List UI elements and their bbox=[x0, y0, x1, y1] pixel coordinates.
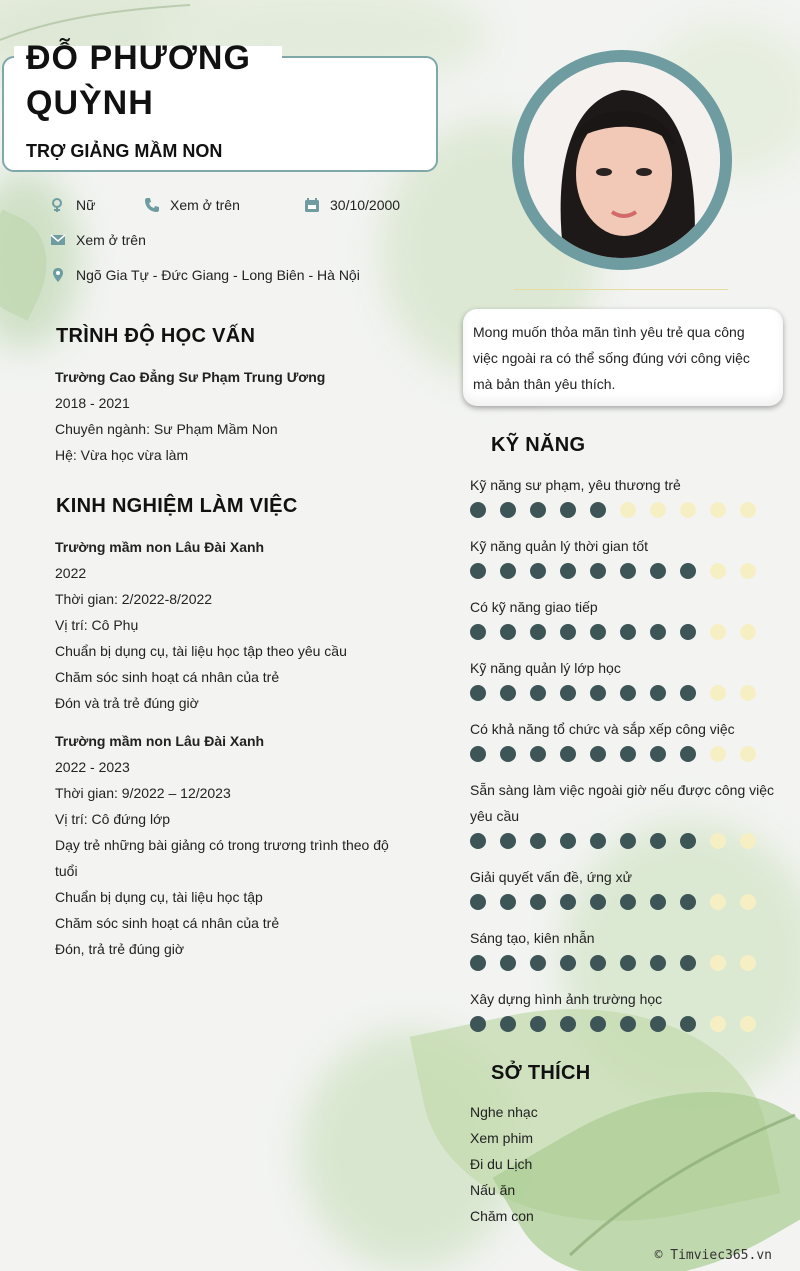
rating-dot-filled bbox=[470, 955, 486, 971]
skill-item bbox=[470, 594, 780, 640]
rating-dot-filled bbox=[650, 833, 666, 849]
education-mode: Hệ: Vừa học vừa làm bbox=[55, 447, 189, 463]
rating-dot-empty bbox=[620, 502, 636, 518]
rating-dot-filled bbox=[530, 833, 546, 849]
birthday-info bbox=[304, 197, 400, 213]
experience-content bbox=[55, 534, 400, 962]
rating-dot-empty bbox=[740, 685, 756, 701]
avatar bbox=[524, 62, 720, 258]
skill-name: Xây dựng hình ảnh trường học bbox=[470, 991, 663, 1007]
skill-rating bbox=[470, 894, 780, 910]
rating-dot-filled bbox=[560, 624, 576, 640]
rating-dot-filled bbox=[650, 746, 666, 762]
hobbies-list bbox=[470, 1099, 538, 1229]
rating-dot-filled bbox=[530, 1016, 546, 1032]
rating-dot-filled bbox=[470, 833, 486, 849]
job-duty: Đón, trả trẻ đúng giờ bbox=[55, 941, 185, 957]
skill-item bbox=[470, 472, 780, 518]
skill-name: Có khả năng tổ chức và sắp xếp công việc bbox=[470, 721, 735, 737]
rating-dot-filled bbox=[560, 563, 576, 579]
job-duty: Đón và trả trẻ đúng giờ bbox=[55, 695, 199, 711]
rating-dot-filled bbox=[680, 563, 696, 579]
rating-dot-filled bbox=[590, 833, 606, 849]
rating-dot-empty bbox=[710, 624, 726, 640]
hobby-item: Đi du Lịch bbox=[470, 1156, 533, 1172]
hobby-item: Nghe nhạc bbox=[470, 1104, 538, 1120]
rating-dot-filled bbox=[680, 955, 696, 971]
skill-item bbox=[470, 925, 780, 971]
job-company: Trường mầm non Lâu Đài Xanh bbox=[55, 733, 265, 749]
rating-dot-filled bbox=[680, 624, 696, 640]
skill-rating bbox=[470, 624, 780, 640]
rating-dot-empty bbox=[740, 833, 756, 849]
rating-dot-filled bbox=[500, 624, 516, 640]
skill-name: Giải quyết vấn đề, ứng xử bbox=[470, 869, 632, 885]
rating-dot-empty bbox=[710, 563, 726, 579]
email-info bbox=[50, 232, 146, 248]
rating-dot-filled bbox=[680, 894, 696, 910]
rating-dot-empty bbox=[710, 685, 726, 701]
rating-dot-filled bbox=[650, 955, 666, 971]
rating-dot-empty bbox=[740, 563, 756, 579]
hobby-item: Nấu ăn bbox=[470, 1182, 516, 1198]
rating-dot-filled bbox=[560, 746, 576, 762]
address-value: Ngõ Gia Tự - Đức Giang - Long Biên - Hà Nội bbox=[76, 267, 360, 283]
gender-icon bbox=[50, 197, 66, 213]
rating-dot-filled bbox=[620, 746, 636, 762]
job-duty: Dạy trẻ những bài giảng có trong trương trình theo độ tuổi bbox=[55, 837, 389, 879]
skills-title: KỸ NĂNG bbox=[491, 434, 586, 456]
rating-dot-filled bbox=[620, 833, 636, 849]
rating-dot-filled bbox=[530, 894, 546, 910]
rating-dot-filled bbox=[590, 685, 606, 701]
skill-name: Kỹ năng sư phạm, yêu thương trẻ bbox=[470, 477, 681, 493]
rating-dot-filled bbox=[680, 833, 696, 849]
rating-dot-empty bbox=[710, 746, 726, 762]
rating-dot-filled bbox=[650, 624, 666, 640]
phone-value: Xem ở trên bbox=[170, 197, 240, 213]
rating-dot-filled bbox=[680, 1016, 696, 1032]
skill-rating bbox=[470, 1016, 780, 1032]
rating-dot-filled bbox=[620, 685, 636, 701]
rating-dot-empty bbox=[740, 502, 756, 518]
education-title: TRÌNH ĐỘ HỌC VẤN bbox=[56, 325, 256, 347]
rating-dot-filled bbox=[560, 894, 576, 910]
job-position: Vị trí: Cô Phụ bbox=[55, 617, 139, 633]
rating-dot-filled bbox=[530, 502, 546, 518]
skill-name: Có kỹ năng giao tiếp bbox=[470, 599, 598, 615]
rating-dot-filled bbox=[560, 833, 576, 849]
rating-dot-filled bbox=[470, 746, 486, 762]
job-year: 2022 - 2023 bbox=[55, 759, 130, 775]
education-content bbox=[55, 364, 435, 468]
career-objective: Mong muốn thỏa mãn tình yêu trẻ qua công việc ngoài ra có thể sống đúng với công việc mà bản thân yêu thích. bbox=[463, 309, 783, 406]
rating-dot-filled bbox=[500, 1016, 516, 1032]
skill-rating bbox=[470, 685, 780, 701]
rating-dot-filled bbox=[650, 563, 666, 579]
avatar-ring bbox=[512, 50, 732, 270]
job-title: TRỢ GIẢNG MẦM NON bbox=[26, 141, 223, 161]
rating-dot-empty bbox=[710, 955, 726, 971]
rating-dot-filled bbox=[620, 563, 636, 579]
job-year: 2022 bbox=[55, 565, 87, 581]
job-company: Trường mầm non Lâu Đài Xanh bbox=[55, 539, 265, 555]
rating-dot-filled bbox=[560, 1016, 576, 1032]
mail-icon bbox=[50, 232, 66, 248]
rating-dot-filled bbox=[500, 685, 516, 701]
phone-info bbox=[144, 197, 240, 213]
skill-item bbox=[470, 777, 780, 849]
phone-icon bbox=[144, 197, 160, 213]
rating-dot-filled bbox=[500, 563, 516, 579]
hobbies-title: SỞ THÍCH bbox=[491, 1062, 591, 1084]
job-period: Thời gian: 2/2022-8/2022 bbox=[55, 591, 213, 607]
skill-item bbox=[470, 864, 780, 910]
rating-dot-filled bbox=[470, 894, 486, 910]
experience-title: KINH NGHIỆM LÀM VIỆC bbox=[56, 495, 298, 517]
email-value: Xem ở trên bbox=[76, 232, 146, 248]
skill-item bbox=[470, 716, 780, 762]
rating-dot-filled bbox=[620, 1016, 636, 1032]
rating-dot-filled bbox=[470, 563, 486, 579]
education-school: Trường Cao Đẳng Sư Phạm Trung Ương bbox=[55, 369, 326, 385]
rating-dot-filled bbox=[560, 955, 576, 971]
job-duty: Chăm sóc sinh hoạt cá nhân của trẻ bbox=[55, 669, 280, 685]
candidate-name: ĐỖ PHƯƠNG QUỲNH bbox=[26, 39, 251, 122]
rating-dot-empty bbox=[650, 502, 666, 518]
birthday-value: 30/10/2000 bbox=[330, 197, 401, 213]
rating-dot-filled bbox=[500, 955, 516, 971]
job-duty: Chuẩn bị dụng cụ, tài liệu học tập bbox=[55, 889, 263, 905]
skills-list bbox=[470, 472, 780, 1047]
rating-dot-filled bbox=[530, 746, 546, 762]
skill-item bbox=[470, 655, 780, 701]
skill-rating bbox=[470, 563, 780, 579]
education-major: Chuyên ngành: Sư Phạm Mầm Non bbox=[55, 421, 278, 437]
rating-dot-filled bbox=[620, 624, 636, 640]
skill-rating bbox=[470, 502, 780, 518]
rating-dot-filled bbox=[530, 955, 546, 971]
rating-dot-filled bbox=[590, 563, 606, 579]
rating-dot-filled bbox=[590, 624, 606, 640]
skill-item bbox=[470, 533, 780, 579]
rating-dot-filled bbox=[680, 746, 696, 762]
rating-dot-empty bbox=[740, 1016, 756, 1032]
rating-dot-empty bbox=[710, 1016, 726, 1032]
skill-item bbox=[470, 986, 780, 1032]
rating-dot-empty bbox=[740, 894, 756, 910]
rating-dot-empty bbox=[710, 833, 726, 849]
footer-watermark: © Timviec365.vn bbox=[654, 1248, 772, 1263]
skill-rating bbox=[470, 746, 780, 762]
rating-dot-empty bbox=[710, 894, 726, 910]
address-info bbox=[50, 267, 360, 283]
rating-dot-empty bbox=[710, 502, 726, 518]
rating-dot-filled bbox=[590, 894, 606, 910]
divider bbox=[514, 289, 728, 290]
rating-dot-filled bbox=[500, 833, 516, 849]
rating-dot-empty bbox=[680, 502, 696, 518]
rating-dot-filled bbox=[500, 746, 516, 762]
rating-dot-filled bbox=[680, 685, 696, 701]
hobby-item: Xem phim bbox=[470, 1130, 534, 1146]
calendar-icon bbox=[304, 197, 320, 213]
rating-dot-filled bbox=[650, 894, 666, 910]
skill-name: Kỹ năng quản lý lớp học bbox=[470, 660, 621, 676]
skill-name: Kỹ năng quản lý thời gian tốt bbox=[470, 538, 649, 554]
rating-dot-filled bbox=[650, 1016, 666, 1032]
skill-rating bbox=[470, 833, 780, 849]
location-pin-icon bbox=[50, 267, 66, 283]
rating-dot-filled bbox=[560, 685, 576, 701]
rating-dot-empty bbox=[740, 746, 756, 762]
rating-dot-filled bbox=[470, 624, 486, 640]
rating-dot-filled bbox=[470, 502, 486, 518]
rating-dot-filled bbox=[620, 894, 636, 910]
rating-dot-filled bbox=[590, 502, 606, 518]
rating-dot-filled bbox=[590, 1016, 606, 1032]
job-period: Thời gian: 9/2022 – 12/2023 bbox=[55, 785, 231, 801]
rating-dot-filled bbox=[560, 502, 576, 518]
skill-name: Sáng tạo, kiên nhẫn bbox=[470, 930, 595, 946]
rating-dot-filled bbox=[500, 502, 516, 518]
rating-dot-filled bbox=[650, 685, 666, 701]
rating-dot-filled bbox=[500, 894, 516, 910]
job-duty: Chuẩn bị dụng cụ, tài liệu học tập theo yêu cầu bbox=[55, 643, 347, 659]
rating-dot-filled bbox=[470, 685, 486, 701]
job-duty: Chăm sóc sinh hoạt cá nhân của trẻ bbox=[55, 915, 280, 931]
rating-dot-empty bbox=[740, 955, 756, 971]
gender-info bbox=[50, 197, 95, 213]
job-position: Vị trí: Cô đứng lớp bbox=[55, 811, 171, 827]
hobby-item: Chăm con bbox=[470, 1208, 534, 1224]
rating-dot-filled bbox=[590, 955, 606, 971]
skill-rating bbox=[470, 955, 780, 971]
rating-dot-filled bbox=[530, 624, 546, 640]
rating-dot-filled bbox=[470, 1016, 486, 1032]
education-years: 2018 - 2021 bbox=[55, 395, 130, 411]
rating-dot-empty bbox=[740, 624, 756, 640]
rating-dot-filled bbox=[530, 685, 546, 701]
skill-name: Sẵn sàng làm việc ngoài giờ nếu được công việc yêu cầu bbox=[470, 782, 775, 824]
gender-value: Nữ bbox=[76, 197, 96, 213]
rating-dot-filled bbox=[590, 746, 606, 762]
rating-dot-filled bbox=[530, 563, 546, 579]
rating-dot-filled bbox=[620, 955, 636, 971]
